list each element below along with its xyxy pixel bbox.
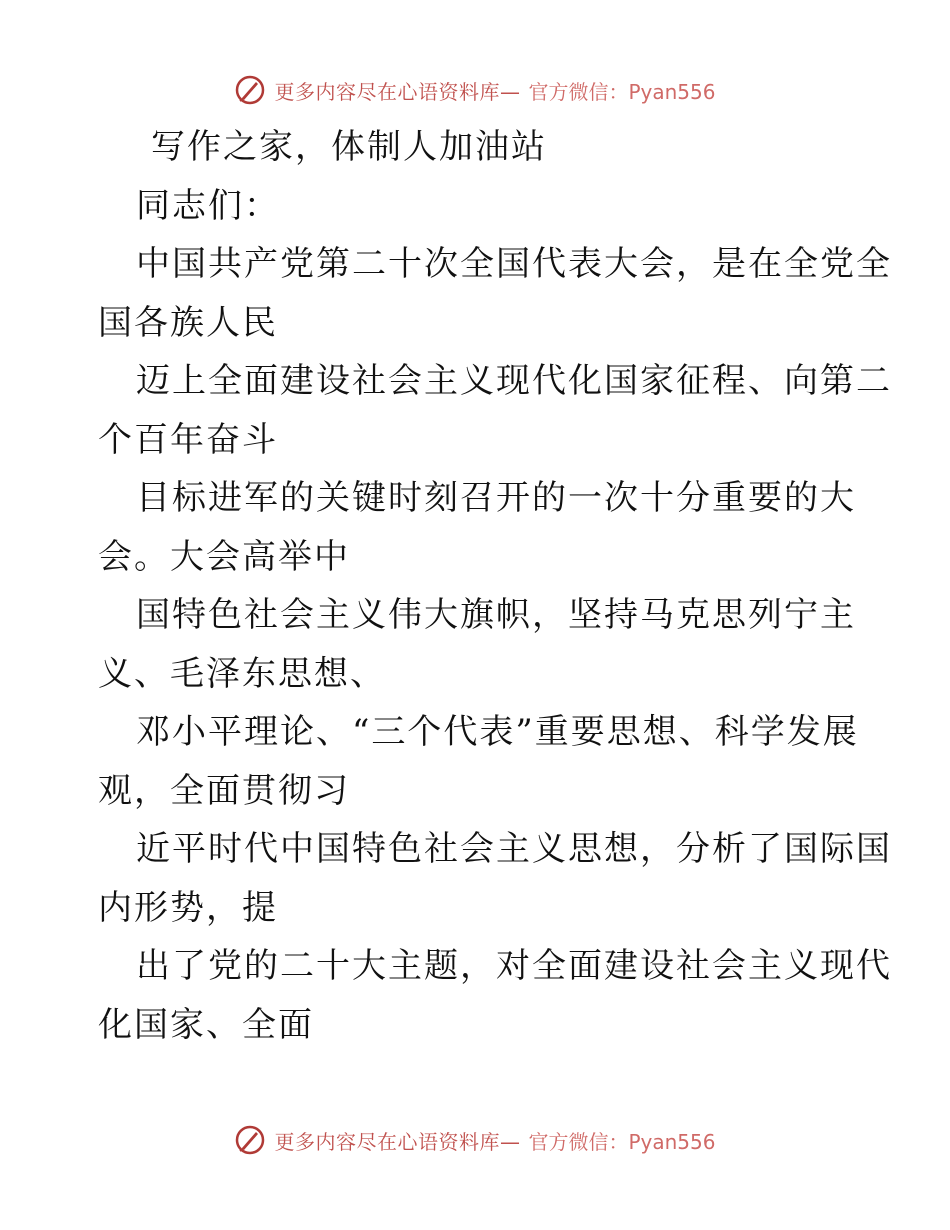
paragraph-line: 义、毛泽东思想、 [98, 653, 386, 694]
paragraph-line: 邓小平理论、“三个代表”重要思想、科学发展 [136, 712, 859, 752]
watermark-text: 更多内容尽在心语资料库— [274, 1129, 521, 1154]
paragraph-line: 迈上全面建设社会主义现代化国家征程、向第二 [136, 361, 892, 401]
watermark-contact: 官方微信：Pyan556 [528, 1129, 716, 1154]
paragraph-line: 内形势，提 [98, 887, 278, 928]
document-body [98, 118, 892, 1054]
paragraph-line: 出了党的二十大主题，对全面建设社会主义现代 [136, 946, 892, 986]
paragraph-line: 观，全面贯彻习 [98, 770, 350, 811]
paragraph-line: 近平时代中国特色社会主义思想，分析了国际国 [136, 829, 892, 869]
paragraph-line: 国各族人民 [98, 302, 278, 343]
paragraph-line: 中国共产党第二十次全国代表大会，是在全党全 [136, 244, 892, 284]
paragraph-line: 个百年奋斗 [98, 419, 278, 460]
document-heading: 写作之家，体制人加油站 [151, 127, 547, 167]
paragraph-line: 目标进军的关键时刻召开的一次十分重要的大 [136, 478, 856, 518]
watermark-contact: 官方微信：Pyan556 [528, 79, 716, 104]
quill-logo-icon [234, 1124, 266, 1156]
paragraph-line: 会。大会高举中 [98, 536, 350, 577]
footer-watermark [0, 1120, 950, 1160]
quill-logo-icon [234, 74, 266, 106]
paragraph-line: 国特色社会主义伟大旗帜，坚持马克思列宁主 [136, 595, 856, 635]
header-watermark [0, 70, 950, 110]
watermark-text: 更多内容尽在心语资料库— [274, 79, 521, 104]
paragraph-line: 化国家、全面 [98, 1004, 314, 1045]
salutation: 同志们： [136, 185, 280, 226]
